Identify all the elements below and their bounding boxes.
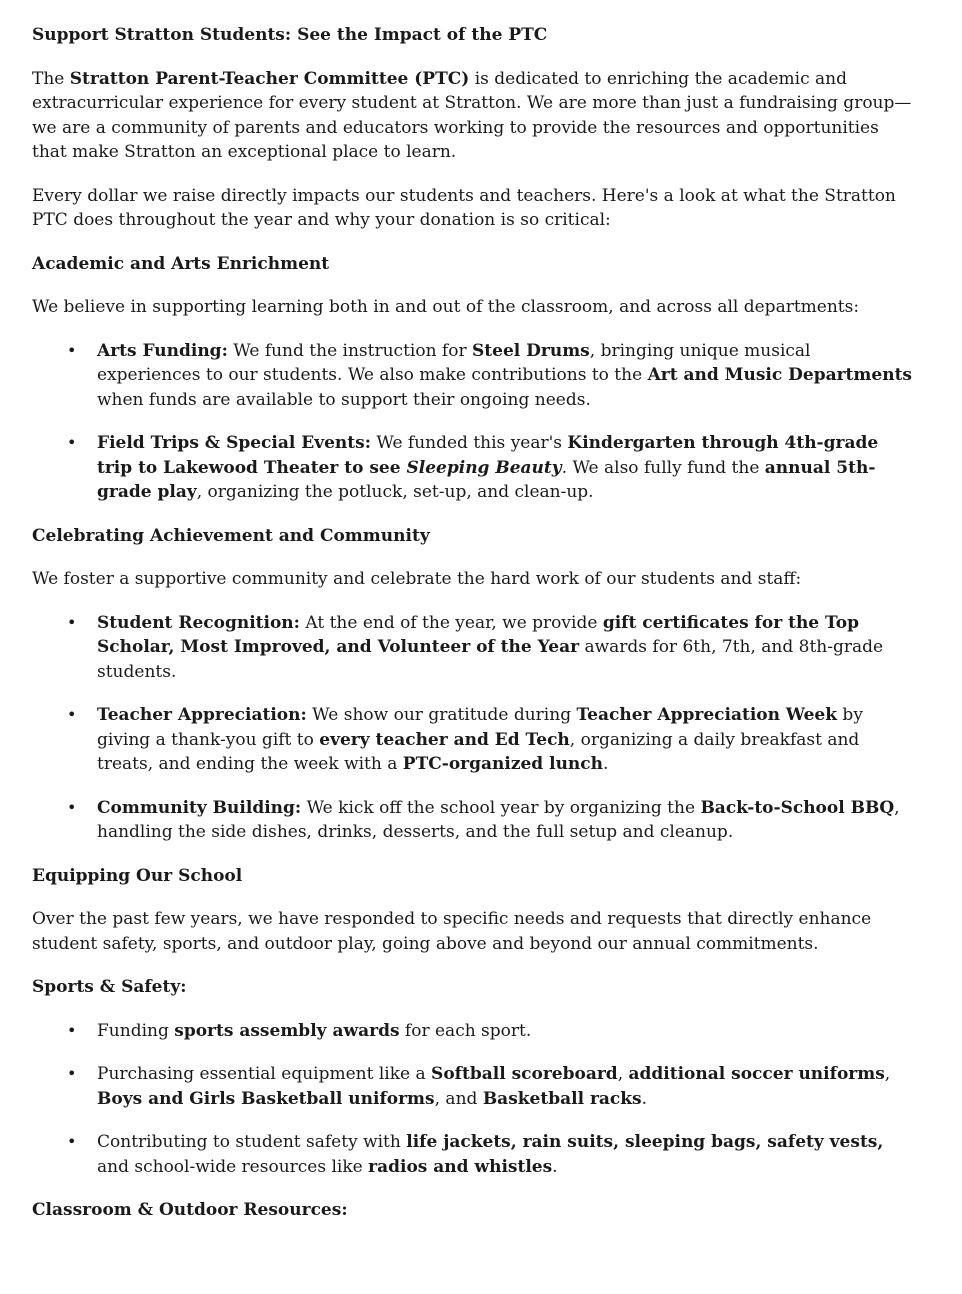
text-run: and school-wide resources like [97,1156,369,1177]
bold-text: Sports & Safety: [32,977,187,997]
text-run: We funded this year's [370,433,568,453]
bold-text: Art and Music Departments [647,365,912,385]
paragraph [32,67,912,165]
bold-text: Academic and Arts Enrichment [32,253,330,274]
text-run: , [884,1064,891,1084]
text-run: The [32,68,70,89]
text-run: Contributing to student safety with [97,1132,407,1152]
text-run: , and [434,1088,483,1109]
bold-text: Support Stratton Students: See the Impact of the PTC [32,25,548,45]
list-item [97,1130,912,1179]
bold-text: Stratton Parent-Teacher Committee (PTC) [69,68,470,89]
list-item [97,1019,912,1044]
bold-text: every teacher and Ed Tech [319,729,570,750]
bold-text: Community Building: [97,797,302,818]
section-heading [32,252,912,277]
paragraph [32,295,912,320]
bold-text: radios and whistles [368,1156,553,1177]
bold-text: Celebrating Achievement and Community [32,525,430,546]
bold-text: Kindergarten through 4th-grade trip to Lakewood Theater to see [97,433,879,478]
document-title [32,23,912,48]
text-run: , organizing a daily breakfast and treats, and ending the week with a [97,729,860,774]
list-item [97,431,912,505]
text-run: . [603,754,609,774]
list-item [97,796,912,845]
list-item [97,611,912,685]
text-run: We foster a supportive community and celebrate the hard work of our students and staff: [32,569,802,589]
text-run: awards for 6th, 7th, and 8th-grade students. [97,637,884,682]
text-run: We show our gratitude during [306,705,577,725]
text-run: At the end of the year, we provide [299,612,603,633]
text-run: . [641,1088,648,1109]
text-run: . We also fully fund the [561,457,765,478]
bold-text: Teacher Appreciation Week [576,705,838,725]
bold-text: annual 5th-grade play [97,457,876,502]
bold-text: gift certificates for the Top Scholar, Most Improved, and Volunteer of the Year [97,612,859,657]
bold-text: Boys and Girls Basketball uniforms [97,1088,435,1109]
section-heading [32,524,912,549]
bold-text: life jackets, rain suits, sleeping bags, safety vests, [406,1132,884,1152]
bullet-list [32,1019,912,1180]
section-heading [32,1198,912,1223]
bold-text: Back-to-School BBQ [700,797,895,818]
text-run: , organizing the potluck, set-up, and clean-up. [196,482,594,502]
bold-text: Classroom & Outdoor Resources: [32,1200,348,1220]
bold-text: Field Trips & Special Events: [97,433,371,453]
section-heading [32,864,912,889]
list-item [97,703,912,777]
text-run: We fund the instruction for [227,340,472,361]
bold-text: Student Recognition: [97,612,300,633]
text-run: is dedicated to enriching the academic and extracurricular experience for every student at Stratton. We are more than just a fundraising group—we are a community of parents and educators working to provide the resources and opportunities that make Stratton an exceptional place to learn. [32,68,912,162]
text-run: Every dollar we raise directly impacts our students and teachers. Here's a look at what the Stratton PTC does throughout the year and why your donation is so critical: [32,185,896,230]
bold-text: additional soccer uniforms [628,1064,885,1084]
paragraph [32,184,912,233]
text-run: , handling the side dishes, drinks, desserts, and the full setup and cleanup. [97,797,900,842]
paragraph [32,567,912,592]
text-run: . [552,1156,558,1177]
paragraph [32,907,912,956]
bullet-list [32,339,912,505]
text-run: , bringing unique musical experiences to our students. We also make contributions to the [97,340,811,385]
text-run: We kick off the school year by organizing the [301,797,701,818]
bold-text: Steel Drums [472,340,590,361]
list-item [97,1062,912,1111]
text-run: Over the past few years, we have responded to specific needs and requests that directly enhance student safety, sports, and outdoor play, going above and beyond our annual commitments. [32,909,872,954]
bullet-list [32,611,912,845]
text-run: We believe in supporting learning both in and out of the classroom, and across all departments: [32,297,860,317]
bold-text: Basketball racks [482,1088,642,1109]
bold-text: Softball scoreboard [431,1064,618,1084]
section-heading [32,975,912,1000]
text-run: when funds are available to support their ongoing needs. [97,389,591,410]
bold-text: Teacher Appreciation: [97,705,307,725]
bold-text: Equipping Our School [32,865,243,886]
text-run: for each sport. [399,1020,532,1041]
bold-text: PTC-organized lunch [402,754,603,774]
bold-text: sports assembly awards [174,1020,400,1041]
text-run: , [617,1064,629,1084]
bold-italic-text: Sleeping Beauty [406,457,562,478]
text-run: Funding [97,1020,175,1041]
bold-text: Arts Funding: [97,340,228,361]
list-item [97,339,912,413]
text-run: Purchasing essential equipment like a [97,1064,432,1084]
text-run: by giving a thank-you gift to [97,705,863,750]
